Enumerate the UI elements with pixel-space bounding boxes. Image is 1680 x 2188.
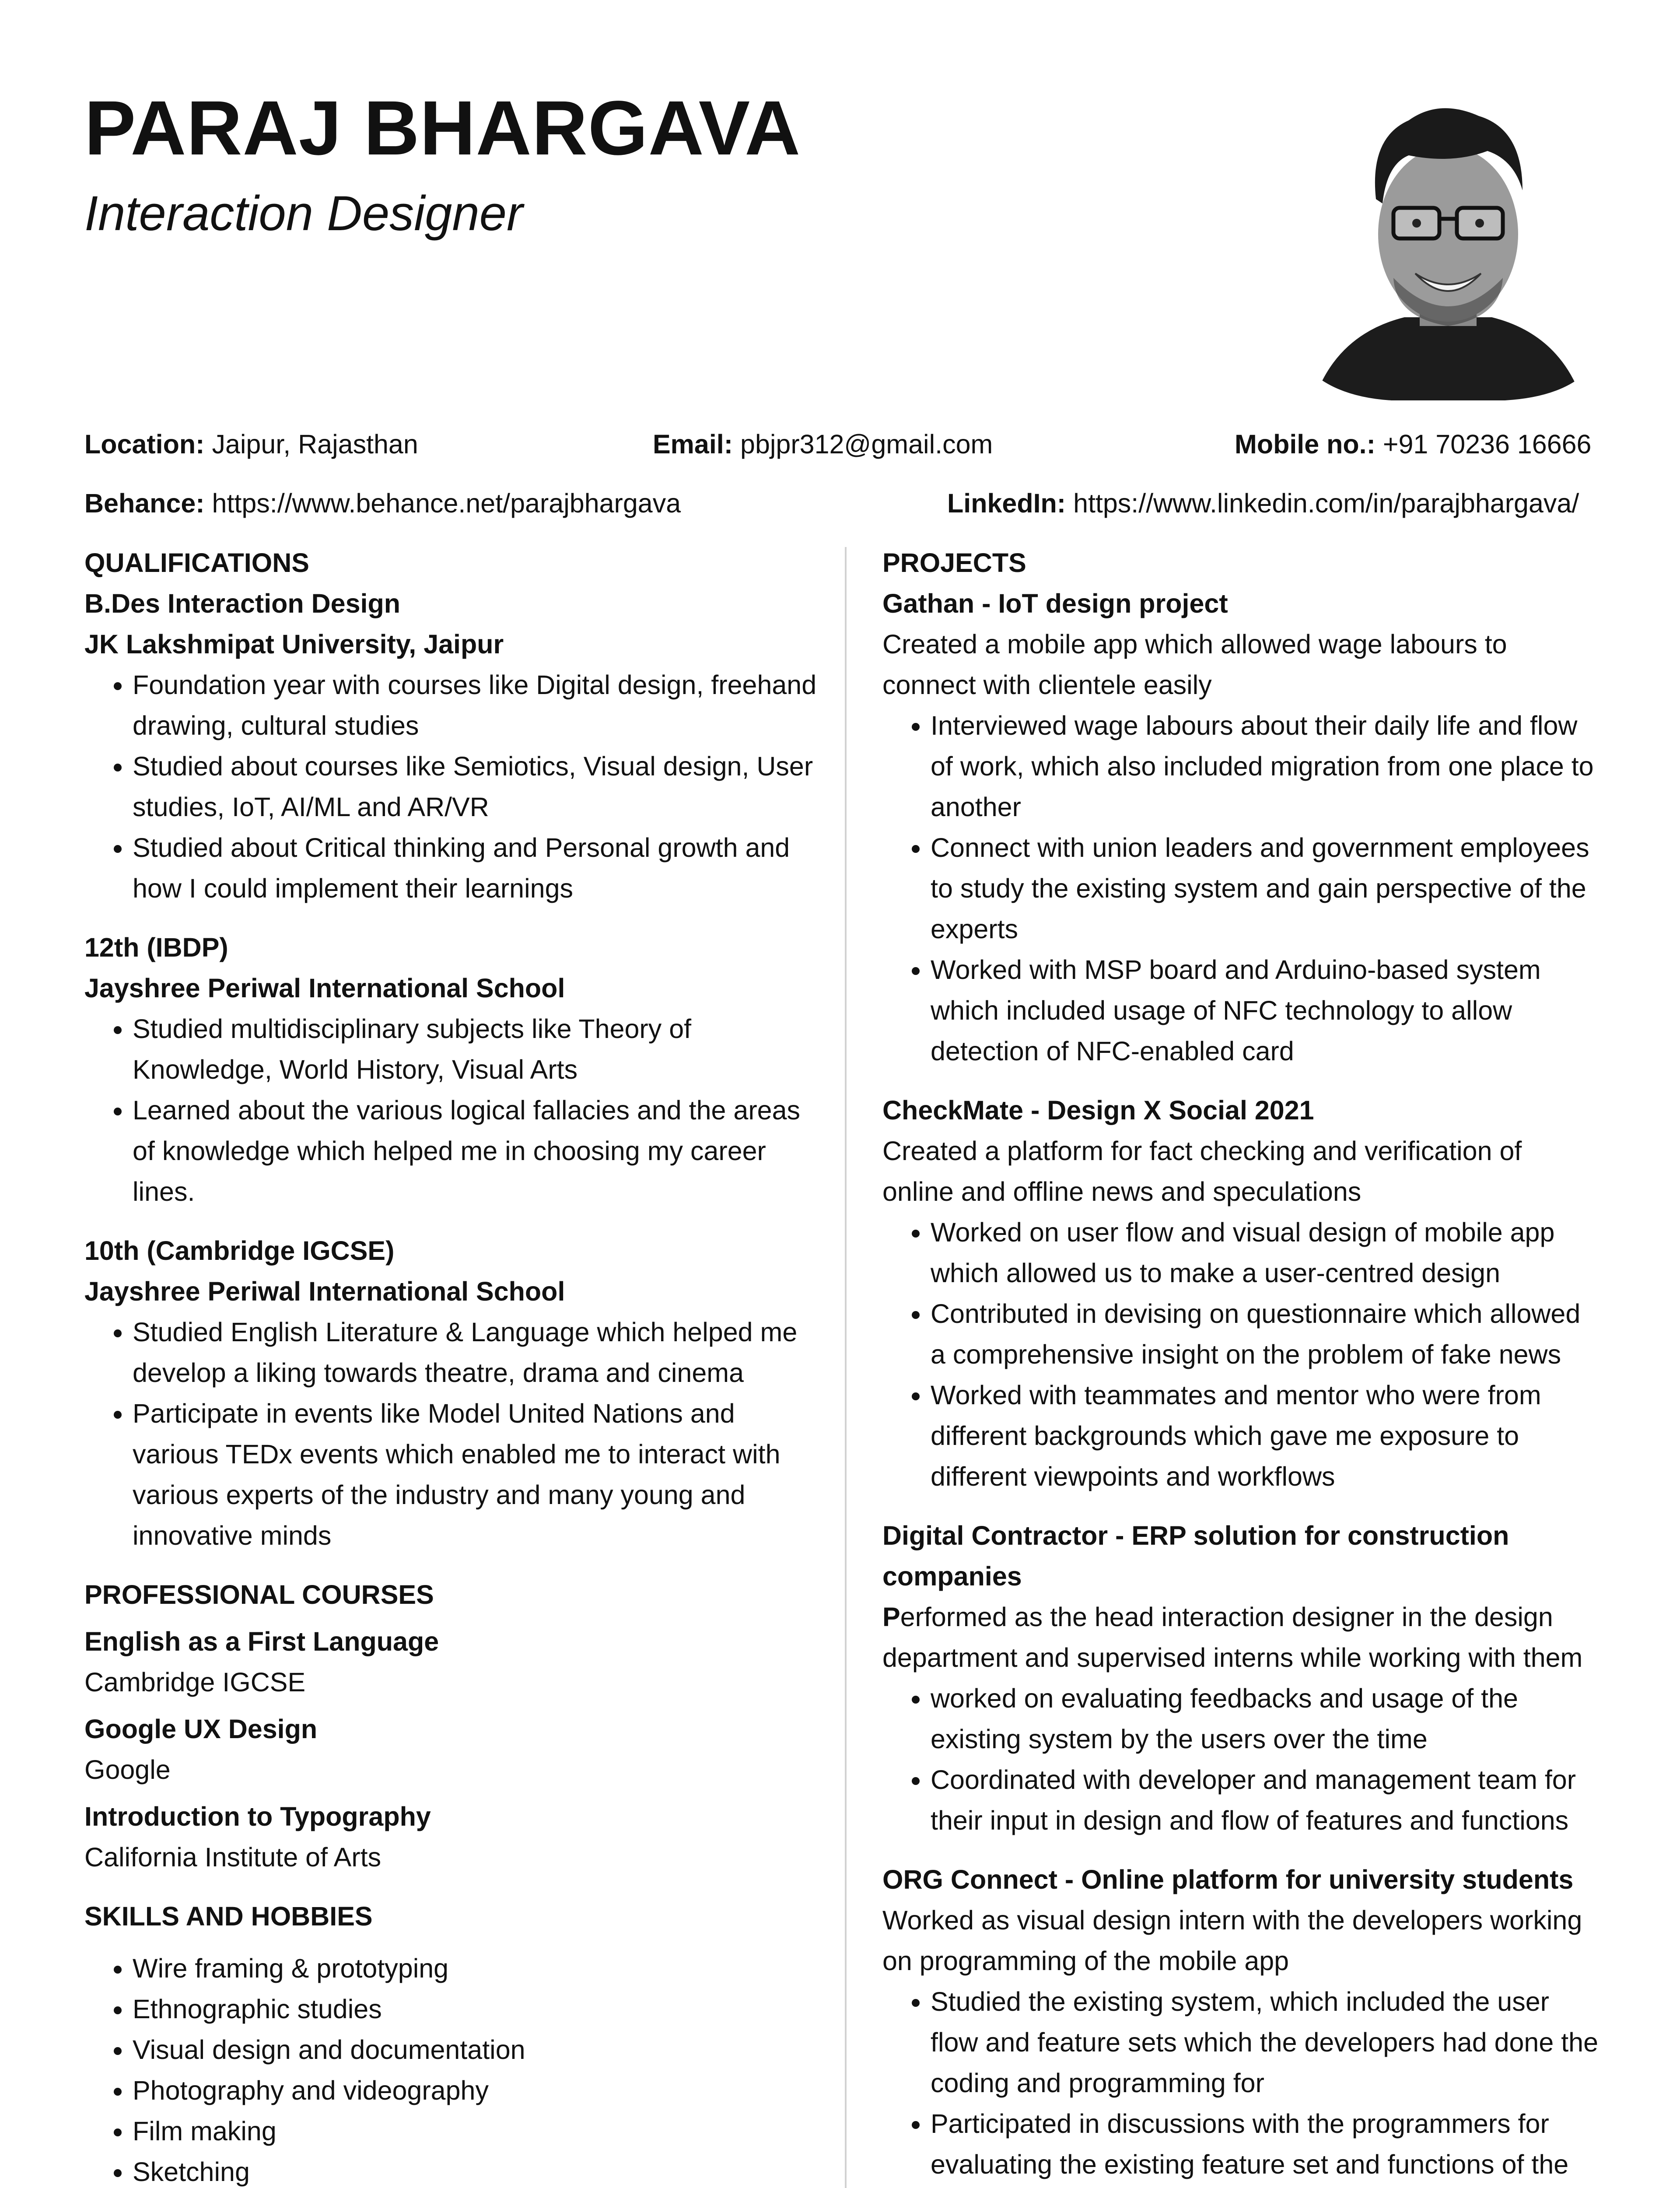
qualification-bullets xyxy=(84,1312,819,1556)
profile-photo xyxy=(1295,90,1601,405)
qualification-item xyxy=(84,927,819,1212)
qualification-school: JK Lakshmipat University, Jaipur xyxy=(84,629,504,659)
projects-title: PROJECTS xyxy=(882,548,1026,578)
behance-field xyxy=(84,490,681,517)
list-item: • Ethnographic studies xyxy=(133,1989,819,2030)
list-item: • Photography and videography xyxy=(133,2070,819,2111)
list-item: • Studied multidisciplinary subjects like Theory of Knowledge, World History, Visual Arts xyxy=(133,1009,819,1090)
right-column xyxy=(882,543,1600,2188)
qualification-item xyxy=(84,1231,819,1556)
qualification-bullets xyxy=(84,665,819,909)
qualification-degree: B.Des Interaction Design xyxy=(84,589,400,618)
project-bullets xyxy=(882,1981,1600,2188)
behance-link[interactable]: https://www.behance.net/parajbhargava xyxy=(212,488,681,518)
qualification-school: Jayshree Periwal International School xyxy=(84,973,565,1003)
course-name: English as a First Language xyxy=(84,1627,439,1656)
project-name: Gathan - IoT design project xyxy=(882,589,1228,618)
project-description-text: Worked as visual design intern with the developers working on programming of the mobile app xyxy=(882,1905,1582,1976)
qualification-degree: 10th (Cambridge IGCSE) xyxy=(84,1236,395,1266)
project-bullets xyxy=(882,1678,1600,1841)
list-item: • Foundation year with courses like Digital design, freehand drawing, cultural studies xyxy=(133,665,819,746)
project-description-initial: P xyxy=(882,1602,900,1632)
course-name: Introduction to Typography xyxy=(84,1802,431,1831)
location-value: Jaipur, Rajasthan xyxy=(212,429,418,459)
location-label: Location: xyxy=(84,429,205,459)
list-item: • Sketching xyxy=(133,2152,819,2188)
course-name: Google UX Design xyxy=(84,1714,318,1744)
qualification-school: Jayshree Periwal International School xyxy=(84,1276,565,1306)
list-item: • Film making xyxy=(133,2111,819,2152)
list-item: • Participated in discussions with the programmers for evaluating the existing feature set and functions of the xyxy=(931,2104,1600,2188)
email-field xyxy=(653,431,993,458)
email-link[interactable]: pbjpr312@gmail.com xyxy=(740,429,993,459)
list-item: • Worked with MSP board and Arduino-based system which included usage of NFC technology to allow detection of NFC-enabled card xyxy=(931,950,1600,1072)
list-item: • Worked on user flow and visual design of mobile app which allowed us to make a user-centred design xyxy=(931,1212,1600,1294)
project-description-text: Created a platform for fact checking and verification of online and offline news and speculations xyxy=(882,1136,1522,1206)
project-description xyxy=(882,1597,1600,1678)
project-bullets xyxy=(882,1212,1600,1497)
left-column xyxy=(84,543,819,2188)
course-provider: Cambridge IGCSE xyxy=(84,1667,306,1697)
list-item: • Wire framing & prototyping xyxy=(133,1948,819,1989)
linkedin-link[interactable]: https://www.linkedin.com/in/parajbhargava/ xyxy=(1073,488,1579,518)
course-item xyxy=(84,1709,819,1790)
list-item: • Contributed in devising on questionnaire which allowed a comprehensive insight on the problem of fake news xyxy=(931,1294,1600,1375)
mobile-label: Mobile no.: xyxy=(1235,429,1376,459)
list-item: • Learned about the various logical fallacies and the areas of knowledge which helped me in choosing my career lines. xyxy=(133,1090,819,1212)
project-name: ORG Connect - Online platform for university students xyxy=(882,1865,1574,1894)
column-divider xyxy=(845,547,847,2188)
qualification-bullets xyxy=(84,1009,819,1212)
candidate-name: PARAJ BHARGAVA xyxy=(84,85,801,171)
qualification-degree: 12th (IBDP) xyxy=(84,933,228,962)
project-item xyxy=(882,1859,1600,2188)
list-item: • Coordinated with developer and management team for their input in design and flow of features and functions xyxy=(931,1760,1600,1841)
project-description-text: erformed as the head interaction designer in the design department and supervised interns while working with them xyxy=(882,1602,1583,1673)
email-label: Email: xyxy=(653,429,733,459)
list-item: • worked on evaluating feedbacks and usage of the existing system by the users over the time xyxy=(931,1678,1600,1760)
linkedin-label: LinkedIn: xyxy=(947,488,1066,518)
project-name: Digital Contractor - ERP solution for construction companies xyxy=(882,1521,1509,1591)
course-provider: Google xyxy=(84,1755,171,1785)
list-item: • Participate in events like Model United Nations and various TEDx events which enabled me to interact with various experts of the industry and many young and innovative minds xyxy=(133,1393,819,1556)
skills-list xyxy=(84,1948,819,2188)
location-field xyxy=(84,431,418,458)
project-description xyxy=(882,624,1600,705)
list-item: • Studied the existing system, which included the user flow and feature sets which the developers had done the coding and programming for xyxy=(931,1981,1600,2104)
mobile-value: +91 70236 16666 xyxy=(1382,429,1592,459)
qualification-item xyxy=(84,583,819,909)
course-provider: California Institute of Arts xyxy=(84,1842,382,1872)
project-item xyxy=(882,583,1600,1072)
list-item: • Studied English Literature & Language which helped me develop a liking towards theatre, drama and cinema xyxy=(133,1312,819,1393)
behance-label: Behance: xyxy=(84,488,205,518)
linkedin-field xyxy=(947,490,1579,517)
courses-title: PROFESSIONAL COURSES xyxy=(84,1580,434,1609)
skills-title: SKILLS AND HOBBIES xyxy=(84,1901,373,1931)
project-item xyxy=(882,1515,1600,1841)
project-bullets xyxy=(882,705,1600,1072)
list-item: • Visual design and documentation xyxy=(133,2030,819,2070)
project-name: CheckMate - Design X Social 2021 xyxy=(882,1095,1314,1125)
list-item: • Studied about courses like Semiotics, Visual design, User studies, IoT, AI/ML and AR/VR xyxy=(133,746,819,828)
project-item xyxy=(882,1090,1600,1497)
project-description xyxy=(882,1131,1600,1212)
list-item: • Studied about Critical thinking and Personal growth and how I could implement their learnings xyxy=(133,828,819,909)
list-item: • Connect with union leaders and government employees to study the existing system and gain perspective of the experts xyxy=(931,828,1600,950)
project-description xyxy=(882,1900,1600,1981)
course-item xyxy=(84,1796,819,1878)
list-item: • Worked with teammates and mentor who were from different backgrounds which gave me exposure to different viewpoints and workflows xyxy=(931,1375,1600,1497)
course-item xyxy=(84,1621,819,1703)
list-item: • Interviewed wage labours about their daily life and flow of work, which also included migration from one place to another xyxy=(931,705,1600,828)
qualifications-title: QUALIFICATIONS xyxy=(84,548,309,578)
project-description-text: Created a mobile app which allowed wage labours to connect with clientele easily xyxy=(882,629,1507,700)
job-title: Interaction Designer xyxy=(84,186,523,241)
mobile-field xyxy=(1235,431,1591,458)
